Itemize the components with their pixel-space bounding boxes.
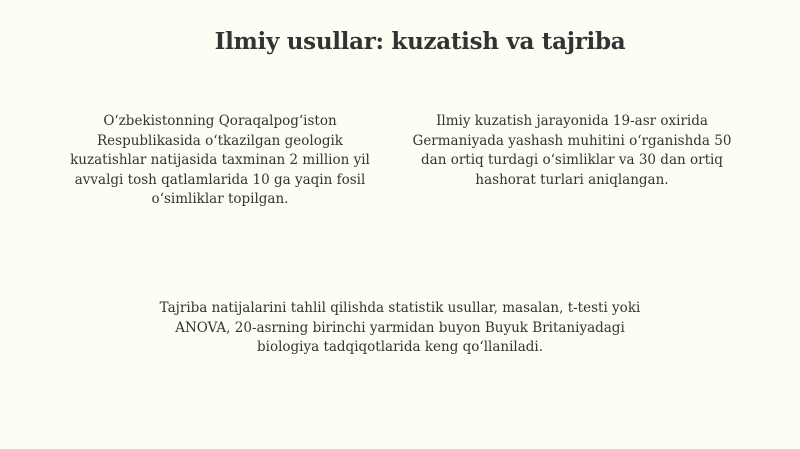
paragraph-geological-observations: O‘zbekistonning Qoraqalpog‘iston Respublikasida o‘tkazilgan geologik kuzatishlar natijasida taxminan 2 million yil avvalgi tosh qatlamlarida 10 ga yaqin fosil o‘simliklar topilgan. — [70, 113, 370, 207]
page-title: Ilmiy usullar: kuzatish va tajriba — [214, 28, 626, 55]
paragraph-germany-observations: Ilmiy kuzatish jarayonida 19-asr oxirida Germaniyada yashash muhitini o‘rganishda 50 dan ortiq turdagi o‘simliklar va 30 dan ortiq hashorat turlari aniqlangan. — [412, 113, 732, 188]
paragraph-statistical-methods: Tajriba natijalarini tahlil qilishda statistik usullar, masalan, t-testi yoki ANOVA, 20-asrning birinchi yarmidan buyon Buyuk Britaniyadagi biologiya tadqiqotlarida keng qo‘llaniladi. — [159, 300, 641, 355]
